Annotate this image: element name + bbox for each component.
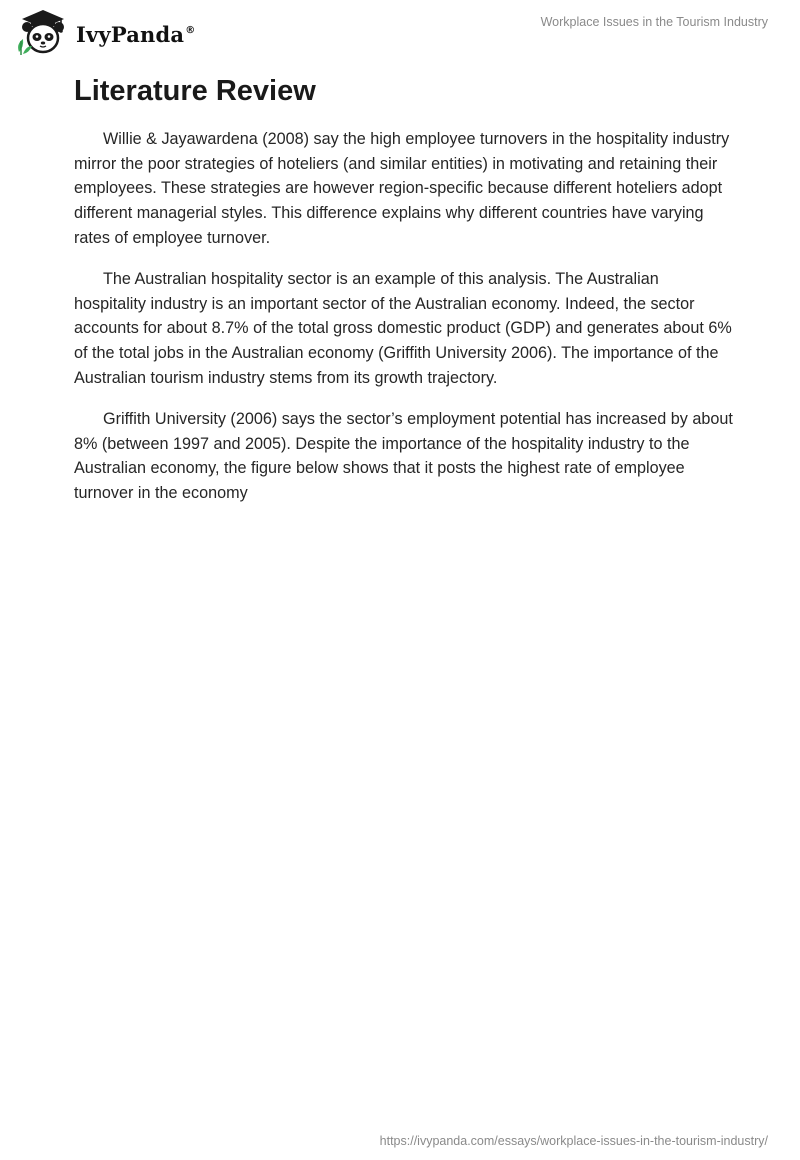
panda-graduate-logo-icon xyxy=(14,8,72,56)
paragraph: The Australian hospitality sector is an example of this analysis. The Australian hospitality industry is an important sector of the Australian economy. Indeed, the sector accounts for about 8.7% of the total gross domestic product (GDP) and generates about 6% of the total jobs in the Australian economy (Griffith University 2006). The importance of the Australian tourism industry stems from its growth trajectory. xyxy=(74,269,732,387)
document-title: Workplace Issues in the Tourism Industry xyxy=(540,15,768,29)
paragraph: Willie & Jayawardena (2008) say the high employee turnovers in the hospitality industry mirror the poor strategies of hoteliers (and similar entities) in motivating and retaining their employees. These strategies are however region-specific because different hoteliers adopt different managerial styles. This difference explains why different countries have varying rates of employee turnover. xyxy=(74,129,730,247)
paragraph: Griffith University (2006) says the sector’s employment potential has increased by about 8% (between 1997 and 2005). Despite the importance of the hospitality industry to the Australian economy, the figure below shows that it posts the highest rate of employee turnover in the economy xyxy=(74,409,733,503)
brand-name: IvyPanda® xyxy=(76,21,196,47)
source-url[interactable]: https://ivypanda.com/essays/workplace-issues-in-the-tourism-industry/ xyxy=(379,1134,768,1148)
section-heading: Literature Review xyxy=(74,75,316,107)
registered-mark: ® xyxy=(185,24,196,36)
article-body xyxy=(74,74,734,522)
page-header xyxy=(0,0,800,64)
brand-logo[interactable] xyxy=(14,8,195,56)
